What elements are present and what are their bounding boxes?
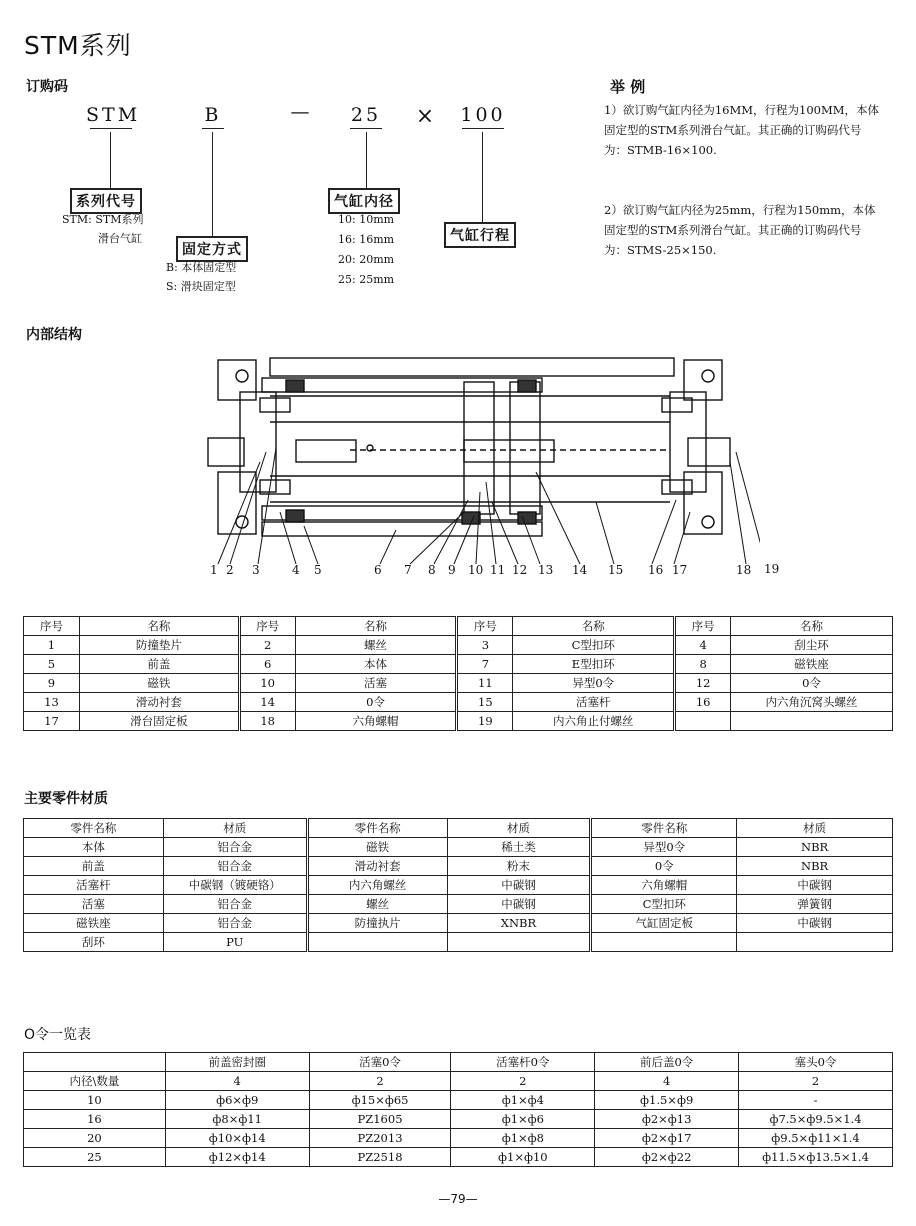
callout-label: 7 <box>404 563 412 577</box>
col-header: 序号 <box>239 617 295 636</box>
table-row <box>24 1091 893 1110</box>
table-cell: 5 <box>24 655 80 674</box>
table-cell: ф6×ф9 <box>165 1091 309 1110</box>
col-header <box>24 1053 166 1072</box>
example-heading: 举 例 <box>610 78 646 96</box>
table-cell: 内六角沉窝头螺丝 <box>731 693 893 712</box>
table-cell <box>307 933 447 952</box>
bore-note-1: 10: 10mm <box>338 213 395 226</box>
table-cell: 内六角螺丝 <box>307 876 447 895</box>
table-cell: 10 <box>239 674 295 693</box>
code-part-bore: 25 <box>350 104 382 126</box>
col-header: 前后盖0令 <box>595 1053 739 1072</box>
table-cell: 11 <box>457 674 513 693</box>
col-header: 零件名称 <box>24 819 164 838</box>
table-cell: 活塞 <box>295 674 457 693</box>
callout-label: 5 <box>314 563 322 577</box>
col-header: 名称 <box>513 617 675 636</box>
table-row <box>24 693 893 712</box>
table-cell: PZ2013 <box>309 1129 451 1148</box>
table-cell: 磁铁 <box>307 838 447 857</box>
table-cell <box>737 933 893 952</box>
callout-label: 2 <box>226 563 234 577</box>
table-cell: ф2×ф22 <box>595 1148 739 1167</box>
table-cell: 18 <box>239 712 295 731</box>
table-row <box>24 712 893 731</box>
bore-note-4: 25: 25mm <box>338 273 395 286</box>
table-cell: 10 <box>24 1091 166 1110</box>
bore-label: 气缸内径 <box>328 188 400 214</box>
table-cell: ф1.5×ф9 <box>595 1091 739 1110</box>
table-cell: ф11.5×ф13.5×1.4 <box>739 1148 893 1167</box>
callout-label: 11 <box>490 563 506 577</box>
table-cell: NBR <box>737 838 893 857</box>
table-cell: ф15×ф65 <box>309 1091 451 1110</box>
table-cell: ф1×ф10 <box>451 1148 595 1167</box>
table-cell: NBR <box>737 857 893 876</box>
callout-label: 3 <box>252 563 260 577</box>
table-row <box>24 636 893 655</box>
table-cell: 6 <box>239 655 295 674</box>
series-code-label: 系列代号 <box>70 188 142 214</box>
table-cell: PU <box>163 933 307 952</box>
materials-heading: 主要零件材质 <box>24 791 108 807</box>
table-cell: 前盖 <box>79 655 239 674</box>
table-cell: 16 <box>24 1110 166 1129</box>
table-cell: 0令 <box>591 857 737 876</box>
table-cell: 磁铁座 <box>24 914 164 933</box>
table-cell: 异型0令 <box>591 838 737 857</box>
table-cell: 铝合金 <box>163 857 307 876</box>
code-part-mount: B <box>204 104 222 126</box>
col-header: 材质 <box>447 819 591 838</box>
table-cell: 螺丝 <box>295 636 457 655</box>
table-cell: PZ1605 <box>309 1110 451 1129</box>
table-cell: ф2×ф13 <box>595 1110 739 1129</box>
page-title: STM系列 <box>24 31 132 60</box>
col-header: 塞头0令 <box>739 1053 893 1072</box>
callout-label: 6 <box>374 563 382 577</box>
table-cell: 17 <box>24 712 80 731</box>
callout-label: 4 <box>292 563 300 577</box>
table-cell: 铝合金 <box>163 914 307 933</box>
code-part-series: STM <box>86 104 141 126</box>
table-cell: 2 <box>239 636 295 655</box>
code-part-times: × <box>415 104 435 129</box>
table-cell: 铝合金 <box>163 895 307 914</box>
mount-note-1: B: 本体固定型 <box>166 261 237 274</box>
mount-note-2: S: 滑块固定型 <box>166 280 236 293</box>
table-cell: ф12×ф14 <box>165 1148 309 1167</box>
callout-label: 8 <box>428 563 436 577</box>
table-row <box>24 838 893 857</box>
materials-table <box>23 818 893 952</box>
structure-heading: 内部结构 <box>26 327 82 343</box>
table-cell: E型扣环 <box>513 655 675 674</box>
table-cell: 15 <box>457 693 513 712</box>
callout-label: 1 <box>210 563 218 577</box>
table-cell: 本体 <box>295 655 457 674</box>
table-cell: 中碳钢 <box>737 876 893 895</box>
table-cell: ф10×ф14 <box>165 1129 309 1148</box>
col-header: 序号 <box>457 617 513 636</box>
table-cell: ф1×ф8 <box>451 1129 595 1148</box>
example-1: 1）欲订购气缸内径为16MM，行程为100MM，本体固定型的STM系列滑台气缸。其正确的订购码代号为：STMB-16×100. <box>604 103 879 157</box>
table-cell: 19 <box>457 712 513 731</box>
table-cell: 0令 <box>731 674 893 693</box>
table-cell <box>675 712 731 731</box>
table-cell <box>447 933 591 952</box>
table-row <box>24 857 893 876</box>
table-cell: 中碳钢 <box>737 914 893 933</box>
table-cell: 25 <box>24 1148 166 1167</box>
table-cell: ф7.5×ф9.5×1.4 <box>739 1110 893 1129</box>
col-header: 前盖密封圈 <box>165 1053 309 1072</box>
table-cell: 气缸固定板 <box>591 914 737 933</box>
stroke-label: 气缸行程 <box>444 222 516 248</box>
table-cell: 16 <box>675 693 731 712</box>
table-cell: 14 <box>239 693 295 712</box>
table-row <box>24 876 893 895</box>
example-2: 2）欲订购气缸内径为25mm，行程为150mm，本体固定型的STM系列滑台气缸。其正确的订购码代号为：STMS-25×150. <box>604 203 876 257</box>
col-header: 活塞0令 <box>309 1053 451 1072</box>
table-cell: XNBR <box>447 914 591 933</box>
table-cell: 20 <box>24 1129 166 1148</box>
cylinder-cross-section-diagram <box>200 352 760 582</box>
col-header: 序号 <box>24 617 80 636</box>
table-cell: 活塞杆 <box>24 876 164 895</box>
table-cell: 1 <box>24 636 80 655</box>
bore-note-2: 16: 16mm <box>338 233 395 246</box>
table-row <box>24 1148 893 1167</box>
table-header-row <box>24 617 893 636</box>
table-row <box>24 674 893 693</box>
table-cell: 铝合金 <box>163 838 307 857</box>
table-cell: 12 <box>675 674 731 693</box>
table-cell: 粉末 <box>447 857 591 876</box>
table-cell: 内径\数量 <box>24 1072 166 1091</box>
table-cell: 4 <box>165 1072 309 1091</box>
callout-label: 9 <box>448 563 456 577</box>
table-cell: 刮环 <box>24 933 164 952</box>
table-cell: - <box>739 1091 893 1110</box>
table-row <box>24 895 893 914</box>
table-cell: 0令 <box>295 693 457 712</box>
table-cell: 13 <box>24 693 80 712</box>
order-code-heading: 订购码 <box>26 79 68 95</box>
table-cell: 本体 <box>24 838 164 857</box>
oring-table <box>23 1052 893 1167</box>
col-header: 材质 <box>737 819 893 838</box>
table-cell: 六角螺帽 <box>591 876 737 895</box>
table-cell <box>591 933 737 952</box>
table-cell: 活塞 <box>24 895 164 914</box>
callout-label: 14 <box>572 563 588 577</box>
callout-label: 13 <box>538 563 554 577</box>
bore-note-3: 20: 20mm <box>338 253 395 266</box>
table-cell: ф1×ф4 <box>451 1091 595 1110</box>
col-header: 名称 <box>731 617 893 636</box>
callout-label: 15 <box>608 563 624 577</box>
table-cell: 前盖 <box>24 857 164 876</box>
col-header: 名称 <box>79 617 239 636</box>
callout-label: 10 <box>468 563 484 577</box>
table-cell: 防撞垫片 <box>79 636 239 655</box>
table-row <box>24 1110 893 1129</box>
table-cell: 3 <box>457 636 513 655</box>
table-cell: PZ2518 <box>309 1148 451 1167</box>
table-cell: 4 <box>675 636 731 655</box>
table-cell: 8 <box>675 655 731 674</box>
table-cell: 活塞杆 <box>513 693 675 712</box>
callout-label: 16 <box>648 563 664 577</box>
table-header-row <box>24 1053 893 1072</box>
series-note-1: STM: STM系列 <box>62 213 144 226</box>
table-cell: 六角螺帽 <box>295 712 457 731</box>
table-cell: 螺丝 <box>307 895 447 914</box>
table-cell: C型扣环 <box>591 895 737 914</box>
code-part-stroke: 100 <box>460 104 506 126</box>
table-cell: 弹簧钢 <box>737 895 893 914</box>
table-cell: 中碳钢 <box>447 895 591 914</box>
col-header: 名称 <box>295 617 457 636</box>
table-row <box>24 933 893 952</box>
table-cell: 磁铁 <box>79 674 239 693</box>
table-cell: 4 <box>595 1072 739 1091</box>
callout-label: 19 <box>764 562 780 576</box>
table-cell: 稀土类 <box>447 838 591 857</box>
col-header: 零件名称 <box>307 819 447 838</box>
table-cell: 7 <box>457 655 513 674</box>
table-cell: 滑动衬套 <box>307 857 447 876</box>
table-row <box>24 1129 893 1148</box>
callout-label: 17 <box>672 563 688 577</box>
table-header-row <box>24 819 893 838</box>
page-number: —79— <box>438 1192 478 1206</box>
col-header: 零件名称 <box>591 819 737 838</box>
code-part-dash: — <box>290 101 310 123</box>
table-cell: 2 <box>309 1072 451 1091</box>
mount-type-label: 固定方式 <box>176 236 248 262</box>
col-header: 活塞杆0令 <box>451 1053 595 1072</box>
table-cell: 中碳钢 <box>447 876 591 895</box>
parts-table <box>23 616 893 731</box>
table-row <box>24 1072 893 1091</box>
table-cell: 磁铁座 <box>731 655 893 674</box>
table-cell: 内六角止付螺丝 <box>513 712 675 731</box>
oring-heading: O令一览表 <box>24 1027 92 1043</box>
table-cell <box>731 712 893 731</box>
col-header: 材质 <box>163 819 307 838</box>
table-cell: ф2×ф17 <box>595 1129 739 1148</box>
table-cell: ф9.5×ф11×1.4 <box>739 1129 893 1148</box>
table-cell: 9 <box>24 674 80 693</box>
table-cell: 异型0令 <box>513 674 675 693</box>
table-cell: ф8×ф11 <box>165 1110 309 1129</box>
col-header: 序号 <box>675 617 731 636</box>
table-cell: 2 <box>451 1072 595 1091</box>
table-cell: ф1×ф6 <box>451 1110 595 1129</box>
table-cell: 中碳钢（镀硬铬） <box>163 876 307 895</box>
callout-label: 18 <box>736 563 752 577</box>
table-cell: C型扣环 <box>513 636 675 655</box>
table-cell: 滑动衬套 <box>79 693 239 712</box>
table-row <box>24 655 893 674</box>
table-cell: 2 <box>739 1072 893 1091</box>
callout-label: 12 <box>512 563 528 577</box>
table-cell: 防撞执片 <box>307 914 447 933</box>
table-row <box>24 914 893 933</box>
series-note-2: 滑台气缸 <box>98 232 142 245</box>
table-cell: 滑台固定板 <box>79 712 239 731</box>
table-cell: 刮尘环 <box>731 636 893 655</box>
